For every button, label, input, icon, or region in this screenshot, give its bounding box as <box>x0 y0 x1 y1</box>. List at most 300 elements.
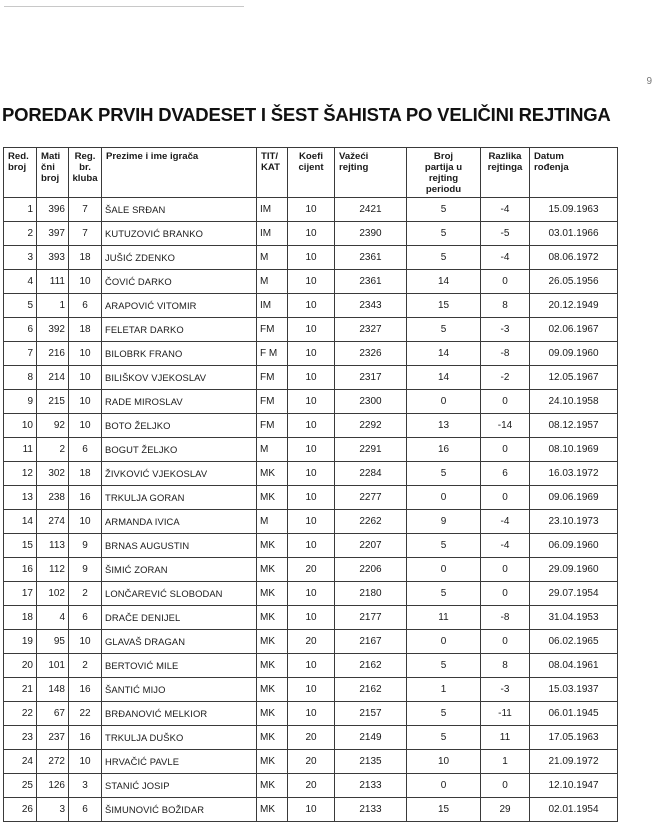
games-cell: 16 <box>407 438 481 462</box>
member-number-cell: 112 <box>37 558 69 582</box>
club-number-cell: 6 <box>69 294 102 318</box>
member-number-cell: 302 <box>37 462 69 486</box>
rank-cell: 25 <box>4 774 37 798</box>
player-name-cell: TRKULJA DUŠKO <box>102 726 257 750</box>
col-header-member-number: Mati čni broj <box>37 148 69 198</box>
member-number-cell: 111 <box>37 270 69 294</box>
page-number: 9 <box>646 76 652 87</box>
rating-diff-cell: 0 <box>481 390 530 414</box>
table-body <box>4 198 618 822</box>
member-number-cell: 113 <box>37 534 69 558</box>
coefficient-cell: 20 <box>288 558 335 582</box>
player-name-cell: ŽIVKOVIĆ VJEKOSLAV <box>102 462 257 486</box>
rank-cell: 13 <box>4 486 37 510</box>
club-number-cell: 10 <box>69 342 102 366</box>
rating-cell: 2361 <box>335 246 407 270</box>
member-number-cell: 272 <box>37 750 69 774</box>
rank-cell: 18 <box>4 606 37 630</box>
col-header-rating-diff: Razlika rejtinga <box>481 148 530 198</box>
rating-diff-cell: -3 <box>481 678 530 702</box>
games-cell: 5 <box>407 462 481 486</box>
title-cell: FM <box>257 390 288 414</box>
coefficient-cell: 10 <box>288 342 335 366</box>
birth-date-cell: 15.09.1963 <box>530 198 618 222</box>
rank-cell: 7 <box>4 342 37 366</box>
club-number-cell: 18 <box>69 462 102 486</box>
player-name-cell: JUŠIĆ ZDENKO <box>102 246 257 270</box>
rating-cell: 2292 <box>335 414 407 438</box>
table-row <box>4 630 618 654</box>
page-title: POREDAK PRVIH DVADESET I ŠEST ŠAHISTA PO VELIČINI REJTINGA <box>2 104 611 125</box>
player-name-cell: BILOBRK FRANO <box>102 342 257 366</box>
member-number-cell: 216 <box>37 342 69 366</box>
rank-cell: 21 <box>4 678 37 702</box>
club-number-cell: 7 <box>69 198 102 222</box>
club-number-cell: 16 <box>69 486 102 510</box>
coefficient-cell: 10 <box>288 534 335 558</box>
rating-cell: 2135 <box>335 750 407 774</box>
player-name-cell: ŠIMUNOVIĆ BOŽIDAR <box>102 798 257 822</box>
table-row <box>4 462 618 486</box>
member-number-cell: 4 <box>37 606 69 630</box>
club-number-cell: 18 <box>69 318 102 342</box>
table-row <box>4 702 618 726</box>
birth-date-cell: 09.09.1960 <box>530 342 618 366</box>
table-row <box>4 726 618 750</box>
title-cell: MK <box>257 774 288 798</box>
table-row <box>4 534 618 558</box>
games-cell: 5 <box>407 534 481 558</box>
birth-date-cell: 31.04.1953 <box>530 606 618 630</box>
rating-diff-cell: -14 <box>481 414 530 438</box>
rating-diff-cell: -2 <box>481 366 530 390</box>
birth-date-cell: 08.10.1969 <box>530 438 618 462</box>
title-cell: MK <box>257 678 288 702</box>
games-cell: 0 <box>407 390 481 414</box>
games-cell: 5 <box>407 318 481 342</box>
col-header-rating: Važeći rejting <box>335 148 407 198</box>
games-cell: 9 <box>407 510 481 534</box>
player-name-cell: FELETAR DARKO <box>102 318 257 342</box>
table-row <box>4 294 618 318</box>
title-cell: F M <box>257 342 288 366</box>
birth-date-cell: 26.05.1956 <box>530 270 618 294</box>
table-row <box>4 390 618 414</box>
rating-diff-cell: 0 <box>481 486 530 510</box>
coefficient-cell: 10 <box>288 702 335 726</box>
birth-date-cell: 08.12.1957 <box>530 414 618 438</box>
title-cell: MK <box>257 702 288 726</box>
rating-diff-cell: -8 <box>481 342 530 366</box>
rank-cell: 11 <box>4 438 37 462</box>
birth-date-cell: 23.10.1973 <box>530 510 618 534</box>
player-name-cell: RADE MIROSLAV <box>102 390 257 414</box>
title-cell: FM <box>257 414 288 438</box>
player-name-cell: BOTO ŽELJKO <box>102 414 257 438</box>
birth-date-cell: 15.03.1937 <box>530 678 618 702</box>
games-cell: 0 <box>407 630 481 654</box>
games-cell: 0 <box>407 486 481 510</box>
table-row <box>4 222 618 246</box>
rank-cell: 23 <box>4 726 37 750</box>
coefficient-cell: 10 <box>288 510 335 534</box>
rating-cell: 2361 <box>335 270 407 294</box>
games-cell: 5 <box>407 582 481 606</box>
rating-diff-cell: 0 <box>481 558 530 582</box>
col-header-player-name: Prezime i ime igrača <box>102 148 257 198</box>
rating-cell: 2277 <box>335 486 407 510</box>
games-cell: 0 <box>407 774 481 798</box>
birth-date-cell: 21.09.1972 <box>530 750 618 774</box>
games-cell: 14 <box>407 366 481 390</box>
rating-diff-cell: -4 <box>481 534 530 558</box>
rating-diff-cell: 6 <box>481 462 530 486</box>
member-number-cell: 3 <box>37 798 69 822</box>
games-cell: 15 <box>407 294 481 318</box>
table-row <box>4 798 618 822</box>
table-row <box>4 246 618 270</box>
coefficient-cell: 10 <box>288 414 335 438</box>
rank-cell: 12 <box>4 462 37 486</box>
player-name-cell: BRNAS AUGUSTIN <box>102 534 257 558</box>
rating-cell: 2300 <box>335 390 407 414</box>
rating-cell: 2343 <box>335 294 407 318</box>
member-number-cell: 95 <box>37 630 69 654</box>
member-number-cell: 102 <box>37 582 69 606</box>
table-row <box>4 678 618 702</box>
club-number-cell: 16 <box>69 726 102 750</box>
birth-date-cell: 08.06.1972 <box>530 246 618 270</box>
title-cell: M <box>257 270 288 294</box>
club-number-cell: 10 <box>69 510 102 534</box>
rank-cell: 10 <box>4 414 37 438</box>
rating-diff-cell: 11 <box>481 726 530 750</box>
title-cell: IM <box>257 198 288 222</box>
table-row <box>4 510 618 534</box>
club-number-cell: 10 <box>69 750 102 774</box>
player-name-cell: LONČAREVIĆ SLOBODAN <box>102 582 257 606</box>
title-cell: MK <box>257 534 288 558</box>
title-cell: MK <box>257 486 288 510</box>
rating-diff-cell: 0 <box>481 270 530 294</box>
coefficient-cell: 10 <box>288 198 335 222</box>
games-cell: 11 <box>407 606 481 630</box>
birth-date-cell: 02.06.1967 <box>530 318 618 342</box>
club-number-cell: 10 <box>69 414 102 438</box>
club-number-cell: 6 <box>69 798 102 822</box>
col-header-birth-date: Datum rođenja <box>530 148 618 198</box>
coefficient-cell: 10 <box>288 606 335 630</box>
member-number-cell: 214 <box>37 366 69 390</box>
games-cell: 5 <box>407 222 481 246</box>
player-name-cell: KUTUZOVIĆ BRANKO <box>102 222 257 246</box>
rank-cell: 9 <box>4 390 37 414</box>
rating-cell: 2390 <box>335 222 407 246</box>
birth-date-cell: 03.01.1966 <box>530 222 618 246</box>
col-header-title: TIT/ KAT <box>257 148 288 198</box>
table-row <box>4 414 618 438</box>
table-row <box>4 438 618 462</box>
rating-diff-cell: 0 <box>481 630 530 654</box>
player-name-cell: STANIĆ JOSIP <box>102 774 257 798</box>
coefficient-cell: 10 <box>288 438 335 462</box>
member-number-cell: 67 <box>37 702 69 726</box>
rating-cell: 2421 <box>335 198 407 222</box>
coefficient-cell: 10 <box>288 462 335 486</box>
player-name-cell: ARAPOVIĆ VITOMIR <box>102 294 257 318</box>
games-cell: 5 <box>407 246 481 270</box>
club-number-cell: 7 <box>69 222 102 246</box>
table-row <box>4 606 618 630</box>
player-name-cell: TRKULJA GORAN <box>102 486 257 510</box>
member-number-cell: 215 <box>37 390 69 414</box>
title-cell: MK <box>257 750 288 774</box>
title-cell: MK <box>257 726 288 750</box>
rank-cell: 1 <box>4 198 37 222</box>
club-number-cell: 10 <box>69 390 102 414</box>
rating-cell: 2180 <box>335 582 407 606</box>
rating-ranking-table <box>3 147 618 822</box>
member-number-cell: 237 <box>37 726 69 750</box>
rank-cell: 24 <box>4 750 37 774</box>
coefficient-cell: 10 <box>288 654 335 678</box>
member-number-cell: 238 <box>37 486 69 510</box>
rating-diff-cell: -8 <box>481 606 530 630</box>
col-header-rank: Red. broj <box>4 148 37 198</box>
rating-diff-cell: -4 <box>481 246 530 270</box>
player-name-cell: ŠIMIĆ ZORAN <box>102 558 257 582</box>
member-number-cell: 126 <box>37 774 69 798</box>
birth-date-cell: 02.01.1954 <box>530 798 618 822</box>
rating-cell: 2167 <box>335 630 407 654</box>
rank-cell: 22 <box>4 702 37 726</box>
coefficient-cell: 20 <box>288 774 335 798</box>
club-number-cell: 9 <box>69 534 102 558</box>
member-number-cell: 1 <box>37 294 69 318</box>
birth-date-cell: 29.07.1954 <box>530 582 618 606</box>
games-cell: 1 <box>407 678 481 702</box>
birth-date-cell: 09.06.1969 <box>530 486 618 510</box>
rating-diff-cell: -4 <box>481 510 530 534</box>
birth-date-cell: 12.05.1967 <box>530 366 618 390</box>
birth-date-cell: 29.09.1960 <box>530 558 618 582</box>
player-name-cell: BOGUT ŽELJKO <box>102 438 257 462</box>
rating-diff-cell: -5 <box>481 222 530 246</box>
title-cell: MK <box>257 606 288 630</box>
coefficient-cell: 20 <box>288 750 335 774</box>
rank-cell: 4 <box>4 270 37 294</box>
rating-cell: 2157 <box>335 702 407 726</box>
title-cell: MK <box>257 462 288 486</box>
birth-date-cell: 06.09.1960 <box>530 534 618 558</box>
coefficient-cell: 20 <box>288 726 335 750</box>
games-cell: 13 <box>407 414 481 438</box>
games-cell: 0 <box>407 558 481 582</box>
member-number-cell: 396 <box>37 198 69 222</box>
birth-date-cell: 12.10.1947 <box>530 774 618 798</box>
member-number-cell: 2 <box>37 438 69 462</box>
coefficient-cell: 10 <box>288 246 335 270</box>
rating-cell: 2317 <box>335 366 407 390</box>
rating-cell: 2327 <box>335 318 407 342</box>
top-rule <box>4 6 244 7</box>
rating-diff-cell: -11 <box>481 702 530 726</box>
birth-date-cell: 08.04.1961 <box>530 654 618 678</box>
coefficient-cell: 20 <box>288 630 335 654</box>
title-cell: FM <box>257 366 288 390</box>
member-number-cell: 392 <box>37 318 69 342</box>
title-cell: M <box>257 510 288 534</box>
games-cell: 5 <box>407 726 481 750</box>
rating-cell: 2162 <box>335 654 407 678</box>
rating-diff-cell: -3 <box>481 318 530 342</box>
title-cell: FM <box>257 318 288 342</box>
coefficient-cell: 10 <box>288 318 335 342</box>
title-cell: MK <box>257 582 288 606</box>
header-row <box>4 148 618 198</box>
rank-cell: 16 <box>4 558 37 582</box>
member-number-cell: 101 <box>37 654 69 678</box>
rating-cell: 2133 <box>335 798 407 822</box>
coefficient-cell: 10 <box>288 582 335 606</box>
rank-cell: 3 <box>4 246 37 270</box>
coefficient-cell: 10 <box>288 390 335 414</box>
player-name-cell: ARMANDA IVICA <box>102 510 257 534</box>
rating-cell: 2326 <box>335 342 407 366</box>
club-number-cell: 6 <box>69 438 102 462</box>
player-name-cell: ČOVIĆ DARKO <box>102 270 257 294</box>
rating-diff-cell: 0 <box>481 774 530 798</box>
member-number-cell: 274 <box>37 510 69 534</box>
rank-cell: 20 <box>4 654 37 678</box>
member-number-cell: 393 <box>37 246 69 270</box>
games-cell: 10 <box>407 750 481 774</box>
table-row <box>4 774 618 798</box>
title-cell: IM <box>257 222 288 246</box>
club-number-cell: 22 <box>69 702 102 726</box>
member-number-cell: 148 <box>37 678 69 702</box>
rating-cell: 2291 <box>335 438 407 462</box>
title-cell: MK <box>257 798 288 822</box>
rank-cell: 14 <box>4 510 37 534</box>
games-cell: 14 <box>407 270 481 294</box>
col-header-games: Broj partija u rejting periodu <box>407 148 481 198</box>
title-cell: M <box>257 246 288 270</box>
club-number-cell: 6 <box>69 606 102 630</box>
birth-date-cell: 16.03.1972 <box>530 462 618 486</box>
club-number-cell: 3 <box>69 774 102 798</box>
coefficient-cell: 10 <box>288 294 335 318</box>
player-name-cell: DRAČE DENIJEL <box>102 606 257 630</box>
player-name-cell: BRĐANOVIĆ MELKIOR <box>102 702 257 726</box>
rating-cell: 2177 <box>335 606 407 630</box>
table-row <box>4 342 618 366</box>
club-number-cell: 10 <box>69 270 102 294</box>
birth-date-cell: 20.12.1949 <box>530 294 618 318</box>
title-cell: MK <box>257 630 288 654</box>
player-name-cell: ŠALE SRĐAN <box>102 198 257 222</box>
coefficient-cell: 10 <box>288 678 335 702</box>
club-number-cell: 9 <box>69 558 102 582</box>
coefficient-cell: 10 <box>288 222 335 246</box>
player-name-cell: HRVAČIĆ PAVLE <box>102 750 257 774</box>
club-number-cell: 10 <box>69 366 102 390</box>
club-number-cell: 2 <box>69 654 102 678</box>
player-name-cell: ŠANTIĆ MIJO <box>102 678 257 702</box>
member-number-cell: 397 <box>37 222 69 246</box>
coefficient-cell: 10 <box>288 366 335 390</box>
coefficient-cell: 10 <box>288 798 335 822</box>
rank-cell: 6 <box>4 318 37 342</box>
player-name-cell: BILIŠKOV VJEKOSLAV <box>102 366 257 390</box>
table-row <box>4 750 618 774</box>
rating-diff-cell: 8 <box>481 654 530 678</box>
birth-date-cell: 06.02.1965 <box>530 630 618 654</box>
rating-cell: 2149 <box>335 726 407 750</box>
coefficient-cell: 10 <box>288 270 335 294</box>
coefficient-cell: 10 <box>288 486 335 510</box>
rating-cell: 2207 <box>335 534 407 558</box>
title-cell: MK <box>257 558 288 582</box>
birth-date-cell: 24.10.1958 <box>530 390 618 414</box>
player-name-cell: BERTOVIĆ MILE <box>102 654 257 678</box>
rating-diff-cell: 8 <box>481 294 530 318</box>
table-row <box>4 558 618 582</box>
games-cell: 5 <box>407 654 481 678</box>
rating-diff-cell: 29 <box>481 798 530 822</box>
member-number-cell: 92 <box>37 414 69 438</box>
club-number-cell: 10 <box>69 630 102 654</box>
rating-cell: 2162 <box>335 678 407 702</box>
rating-diff-cell: 0 <box>481 438 530 462</box>
rank-cell: 17 <box>4 582 37 606</box>
rating-cell: 2133 <box>335 774 407 798</box>
title-cell: IM <box>257 294 288 318</box>
rating-diff-cell: 1 <box>481 750 530 774</box>
rank-cell: 5 <box>4 294 37 318</box>
table-row <box>4 270 618 294</box>
title-cell: M <box>257 438 288 462</box>
table-row <box>4 318 618 342</box>
col-header-coefficient: Koefi cijent <box>288 148 335 198</box>
rank-cell: 26 <box>4 798 37 822</box>
table-row <box>4 486 618 510</box>
games-cell: 5 <box>407 702 481 726</box>
rank-cell: 2 <box>4 222 37 246</box>
birth-date-cell: 17.05.1963 <box>530 726 618 750</box>
club-number-cell: 18 <box>69 246 102 270</box>
table-row <box>4 198 618 222</box>
club-number-cell: 2 <box>69 582 102 606</box>
rating-cell: 2206 <box>335 558 407 582</box>
rating-diff-cell: -4 <box>481 198 530 222</box>
title-cell: MK <box>257 654 288 678</box>
table-row <box>4 582 618 606</box>
rank-cell: 19 <box>4 630 37 654</box>
rank-cell: 8 <box>4 366 37 390</box>
rating-diff-cell: 0 <box>481 582 530 606</box>
birth-date-cell: 06.01.1945 <box>530 702 618 726</box>
rating-cell: 2262 <box>335 510 407 534</box>
table-row <box>4 366 618 390</box>
club-number-cell: 16 <box>69 678 102 702</box>
games-cell: 14 <box>407 342 481 366</box>
col-header-club-number: Reg. br. kluba <box>69 148 102 198</box>
games-cell: 5 <box>407 198 481 222</box>
rank-cell: 15 <box>4 534 37 558</box>
table-row <box>4 654 618 678</box>
player-name-cell: GLAVAŠ DRAGAN <box>102 630 257 654</box>
